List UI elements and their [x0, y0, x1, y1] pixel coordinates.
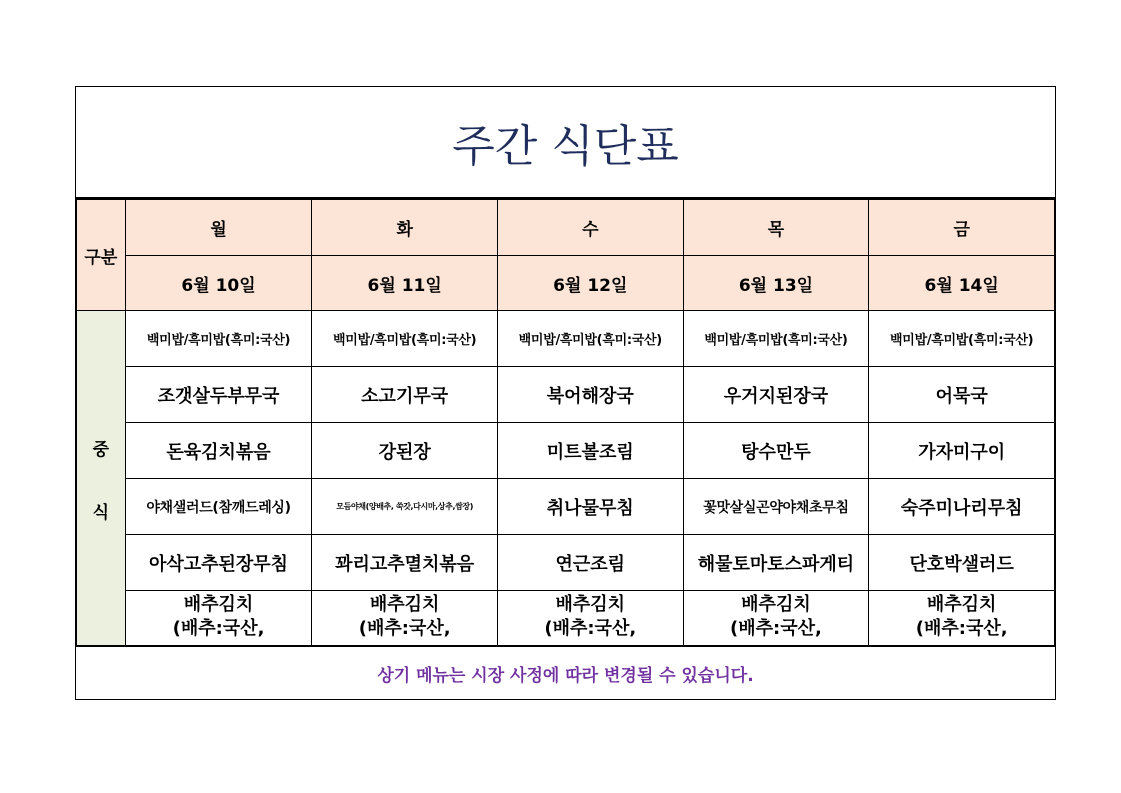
kimchi-cell — [869, 591, 1055, 647]
day-header-mon: 월 — [125, 200, 312, 256]
menu-cell: 취나물무침 — [497, 479, 683, 535]
kimchi-line2: (배추:국산, — [915, 618, 1008, 639]
menu-cell: 백미밥/흑미밥(흑미:국산) — [125, 311, 312, 367]
menu-cell: 어묵국 — [869, 367, 1055, 423]
menu-frame — [75, 86, 1056, 700]
menu-cell: 탕수만두 — [683, 423, 869, 479]
day-header-thu: 목 — [683, 200, 869, 256]
day-header-fri: 금 — [869, 200, 1055, 256]
kimchi-line1: 배추김치 — [926, 594, 997, 615]
menu-cell: 가자미구이 — [869, 423, 1055, 479]
menu-cell: 백미밥/흑미밥(흑미:국산) — [683, 311, 869, 367]
kimchi-line2: (배추:국산, — [544, 618, 637, 639]
day-header-tue: 화 — [312, 200, 498, 256]
menu-cell: 단호박샐러드 — [869, 535, 1055, 591]
kimchi-cell — [125, 591, 312, 647]
menu-cell: 모듬야채(양배추, 쑥갓,다시마,상추,쌈장) — [312, 479, 498, 535]
menu-cell: 강된장 — [312, 423, 498, 479]
menu-cell: 백미밥/흑미밥(흑미:국산) — [497, 311, 683, 367]
menu-cell: 백미밥/흑미밥(흑미:국산) — [869, 311, 1055, 367]
kimchi-line2: (배추:국산, — [730, 618, 822, 639]
kimchi-cell — [497, 591, 683, 647]
menu-cell: 꽃맛살실곤약야채초무침 — [683, 479, 869, 535]
menu-cell: 꽈리고추멸치볶음 — [312, 535, 498, 591]
kimchi-line2: (배추:국산, — [358, 618, 451, 639]
menu-cell: 야채샐러드(참깨드레싱) — [125, 479, 312, 535]
meal-label-1: 중 — [92, 439, 110, 460]
menu-cell: 숙주미나리무침 — [869, 479, 1055, 535]
meal-label-2: 식 — [92, 502, 110, 523]
day-header-wed: 수 — [497, 200, 683, 256]
menu-cell: 해물토마토스파게티 — [683, 535, 869, 591]
date-header-tue: 6월 11일 — [312, 256, 498, 311]
kimchi-line1: 배추김치 — [741, 594, 811, 615]
kimchi-line1: 배추김치 — [183, 594, 254, 615]
kimchi-line1: 배추김치 — [369, 594, 440, 615]
date-header-thu: 6월 13일 — [683, 256, 869, 311]
date-header-mon: 6월 10일 — [125, 256, 312, 311]
gubun-header: 구분 — [77, 200, 126, 311]
menu-table — [76, 199, 1055, 647]
kimchi-line2: (배추:국산, — [172, 618, 265, 639]
menu-cell: 백미밥/흑미밥(흑미:국산) — [312, 311, 498, 367]
page-title: 주간 식단표 — [76, 87, 1055, 199]
menu-cell: 북어해장국 — [497, 367, 683, 423]
notice-text: 상기 메뉴는 시장 사정에 따라 변경될 수 있습니다. — [76, 645, 1055, 699]
menu-cell: 미트볼조림 — [497, 423, 683, 479]
menu-cell: 아삭고추된장무침 — [125, 535, 312, 591]
kimchi-cell — [683, 591, 869, 647]
menu-cell: 우거지된장국 — [683, 367, 869, 423]
meal-type-lunch — [77, 311, 126, 647]
kimchi-cell — [312, 591, 498, 647]
date-header-fri: 6월 14일 — [869, 256, 1055, 311]
menu-cell: 돈육김치볶음 — [125, 423, 312, 479]
menu-cell: 연근조림 — [497, 535, 683, 591]
menu-cell: 소고기무국 — [312, 367, 498, 423]
menu-cell: 조갯살두부무국 — [125, 367, 312, 423]
kimchi-line1: 배추김치 — [555, 594, 626, 615]
date-header-wed: 6월 12일 — [497, 256, 683, 311]
